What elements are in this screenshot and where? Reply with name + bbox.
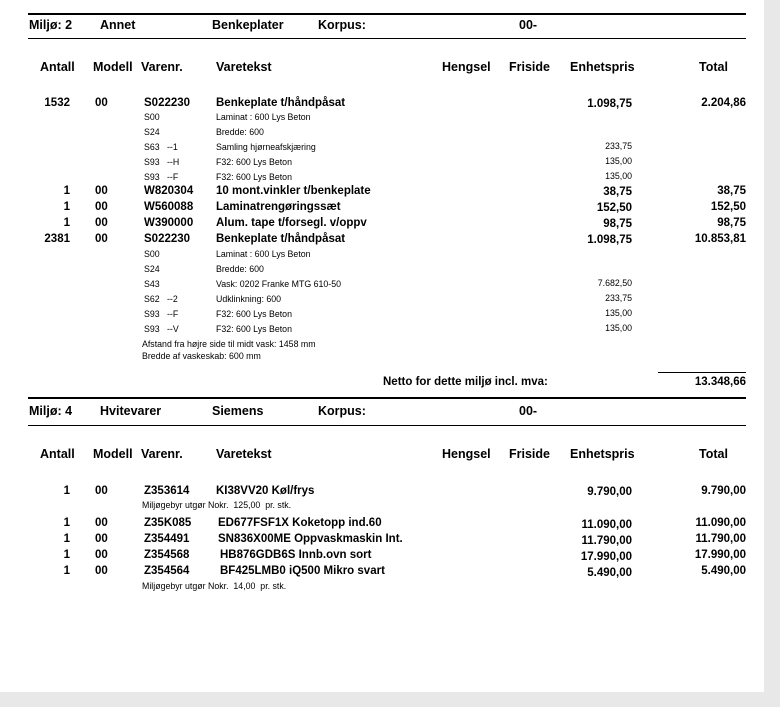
sub-varenr: S00: [144, 249, 160, 259]
sub-varenr: S43: [144, 279, 160, 289]
col-varetekst: Varetekst: [216, 60, 272, 74]
row-text: 10 mont.vinkler t/benkeplate: [216, 185, 371, 197]
sub-text: F32: 600 Lys Beton: [216, 157, 292, 167]
vertical-scrollbar[interactable]: [764, 0, 780, 707]
row-varenr: Z354568: [144, 549, 190, 561]
col-antall: Antall: [40, 60, 75, 74]
row-total: 9.790,00: [701, 485, 746, 497]
sub-text: Udklinkning: 600: [216, 294, 282, 304]
sub-varenr: S93 --F: [144, 309, 179, 319]
row-modell: 00: [95, 565, 108, 577]
sub-text: F32: 600 Lys Beton: [216, 172, 292, 182]
row-total: 98,75: [717, 217, 746, 229]
section1-code: 00-: [519, 18, 538, 32]
row-antall: 1: [63, 549, 70, 561]
row-total: 17.990,00: [694, 549, 746, 561]
row-total: 38,75: [717, 185, 746, 197]
horizontal-scrollbar[interactable]: [0, 692, 780, 707]
section1-header-rule: [28, 38, 746, 39]
row-enhetspris: 5.490,00: [587, 567, 632, 579]
row-modell: 00: [95, 485, 108, 497]
sub-text: Samling hjørneafskjæring: [216, 142, 316, 152]
col-total: Total: [699, 60, 728, 74]
row-antall: 1: [63, 185, 70, 197]
row-antall: 1532: [44, 97, 70, 109]
sub-text: Laminat : 600 Lys Beton: [216, 112, 311, 122]
sub-text: Laminat : 600 Lys Beton: [216, 249, 311, 259]
row-antall: 2381: [44, 233, 70, 245]
row-varenr: Z354564: [144, 565, 190, 577]
row-modell: 00: [95, 97, 108, 109]
sub-text: Vask: 0202 Franke MTG 610-50: [216, 279, 342, 289]
sub-enhetspris: 135,00: [605, 171, 632, 181]
row-varenr: W820304: [144, 185, 194, 197]
row-antall: 1: [63, 217, 70, 229]
sub-varenr: S62 --2: [144, 294, 178, 304]
col-friside: Friside: [509, 60, 550, 74]
row-antall: 1: [63, 565, 70, 577]
row-varenr: W390000: [144, 217, 194, 229]
row-enhetspris: 11.090,00: [581, 519, 632, 531]
row-varenr: Z353614: [144, 485, 190, 497]
row-modell: 00: [95, 185, 108, 197]
row-enhetspris: 17.990,00: [580, 551, 632, 563]
fee-note: Miljøgebyr utgør Nokr. 14,00 pr. stk.: [142, 581, 287, 591]
row-varenr: W560088: [144, 201, 194, 213]
row-total: 2.204,86: [701, 97, 746, 109]
col-modell: Modell: [93, 447, 133, 461]
sub-enhetspris: 233,75: [605, 293, 632, 303]
row-enhetspris: 1.098,75: [587, 98, 632, 110]
sub-varenr: S24: [144, 264, 160, 274]
top-rule: [28, 13, 746, 15]
col-varenr: Varenr.: [141, 60, 183, 74]
section2-header-rule: [28, 425, 746, 426]
section1-miljo: Miljø: 2: [29, 18, 73, 32]
col-varenr: Varenr.: [141, 447, 183, 461]
sub-enhetspris: 7.682,50: [597, 278, 632, 288]
row-text: SN836X00ME Oppvaskmaskin Int.: [218, 533, 403, 545]
row-total: 11.790,00: [695, 533, 746, 545]
sub-varenr: S00: [144, 112, 160, 122]
total-rule: [658, 372, 746, 373]
row-enhetspris: 152,50: [596, 202, 632, 214]
row-text: Benkeplate t/håndpåsat: [216, 97, 346, 109]
sub-enhetspris: 135,00: [605, 308, 632, 318]
row-modell: 00: [95, 549, 108, 561]
row-enhetspris: 11.790,00: [581, 535, 632, 547]
row-antall: 1: [63, 533, 70, 545]
col-hengsel: Hengsel: [442, 447, 491, 461]
sub-enhetspris: 135,00: [605, 323, 632, 333]
row-text: HB876GDB6S Innb.ovn sort: [220, 549, 372, 561]
row-text: KI38VV20 Køl/frys: [216, 485, 315, 497]
col-hengsel: Hengsel: [442, 60, 491, 74]
section2-top-rule: [28, 397, 746, 399]
section2-name: Hvitevarer: [100, 404, 162, 418]
sub-text: F32: 600 Lys Beton: [216, 309, 292, 319]
note-line: Afstand fra højre side til midt vask: 1458 mm: [142, 339, 316, 349]
sub-enhetspris: 233,75: [605, 141, 632, 151]
row-varenr: Z35K085: [144, 517, 192, 529]
row-varenr: S022230: [144, 97, 191, 109]
col-friside: Friside: [509, 447, 550, 461]
row-modell: 00: [95, 233, 108, 245]
row-antall: 1: [63, 517, 70, 529]
netto-label: Netto for dette miljø incl. mva:: [383, 376, 548, 388]
netto-value: 13.348,66: [694, 376, 746, 388]
row-enhetspris: 98,75: [603, 218, 632, 230]
col-total: Total: [699, 447, 728, 461]
row-text: Benkeplate t/håndpåsat: [216, 233, 346, 245]
section1-korpus: Korpus:: [318, 18, 366, 32]
col-enhetspris: Enhetspris: [570, 60, 635, 74]
section2-code: 00-: [519, 404, 538, 418]
row-total: 152,50: [710, 201, 746, 213]
row-antall: 1: [63, 201, 70, 213]
note-line: Bredde af vaskeskab: 600 mm: [142, 351, 261, 361]
row-total: 5.490,00: [701, 565, 746, 577]
row-enhetspris: 9.790,00: [587, 486, 632, 498]
section1-name: Annet: [100, 18, 136, 32]
sub-text: F32: 600 Lys Beton: [216, 324, 292, 334]
row-enhetspris: 38,75: [603, 186, 632, 198]
sub-varenr: S93 --F: [144, 172, 179, 182]
row-total: 10.853,81: [694, 233, 746, 245]
sub-varenr: S24: [144, 127, 160, 137]
col-enhetspris: Enhetspris: [570, 447, 635, 461]
row-modell: 00: [95, 201, 108, 213]
row-varenr: S022230: [144, 233, 191, 245]
col-antall: Antall: [40, 447, 75, 461]
fee-note: Miljøgebyr utgør Nokr. 125,00 pr. stk.: [142, 500, 292, 510]
row-modell: 00: [95, 517, 108, 529]
sub-varenr: S93 --V: [144, 324, 179, 334]
col-varetekst: Varetekst: [216, 447, 272, 461]
row-text: Laminatrengøringssæt: [216, 201, 341, 213]
row-text: BF425LMB0 iQ500 Mikro svart: [220, 565, 385, 577]
row-text: Alum. tape t/forsegl. v/oppv: [216, 217, 367, 229]
row-antall: 1: [63, 485, 70, 497]
section2-miljo: Miljø: 4: [29, 404, 73, 418]
sub-enhetspris: 135,00: [605, 156, 632, 166]
sub-varenr: S63 --1: [144, 142, 178, 152]
col-modell: Modell: [93, 60, 133, 74]
section2-brand: Siemens: [212, 404, 264, 418]
section2-korpus: Korpus:: [318, 404, 366, 418]
row-total: 11.090,00: [695, 517, 746, 529]
row-varenr: Z354491: [144, 533, 190, 545]
sub-varenr: S93 --H: [144, 157, 180, 167]
sub-text: Bredde: 600: [216, 127, 264, 137]
sub-text: Bredde: 600: [216, 264, 264, 274]
row-text: ED677FSF1X Koketopp ind.60: [218, 517, 382, 529]
row-modell: 00: [95, 533, 108, 545]
section1-benke: Benkeplater: [212, 18, 284, 32]
row-enhetspris: 1.098,75: [587, 234, 632, 246]
row-modell: 00: [95, 217, 108, 229]
